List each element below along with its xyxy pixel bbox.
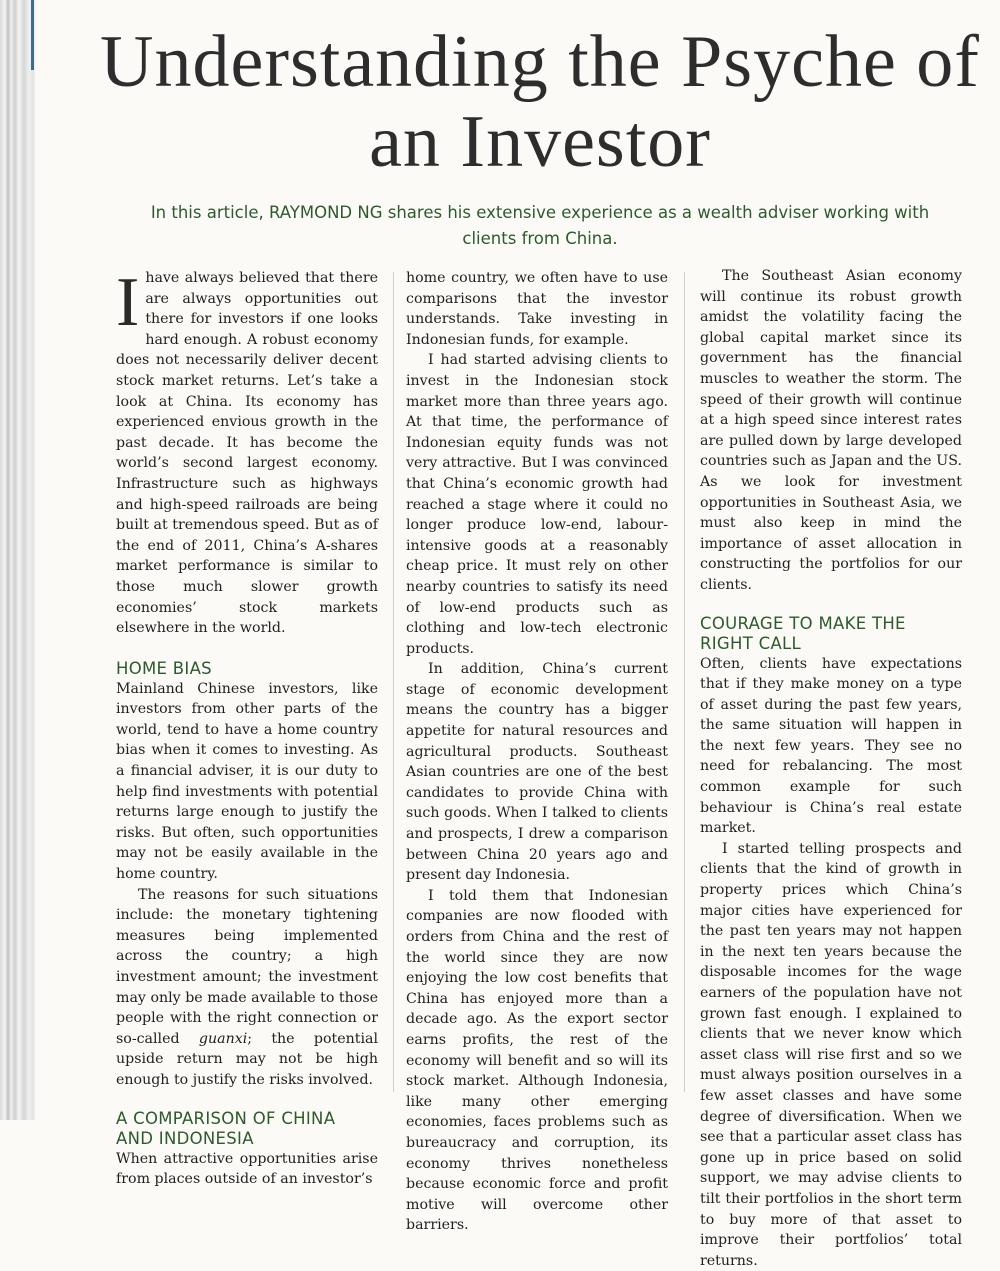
- column-divider: [393, 272, 394, 1092]
- body-paragraph: I had started advising clients to invest in the Indonesian stock market more than three years ago. At that time, the performance of Indonesian equity funds was not very attractive. But I was convinced that China’s economic growth had reached a stage where it could no longer produce low-end, labour-intensive goods at a reasonably cheap price. It must rely on other nearby countries to satisfy its need of low-end products such as clothing and low-tech electronic products.: [406, 352, 668, 657]
- body-paragraph: Mainland Chinese investors, like investors from other parts of the world, tend to have a home country bias when it comes to investing. As a financial adviser, it is our duty to help find investments with potential returns large enough to justify the risks. But often, such opportunities may not be easily available in the home country.: [116, 680, 378, 883]
- intro-text: have always believed that there are always opportunities out there for investors if one looks hard enough. A robust economy does not necessarily deliver decent stock market returns. Let’s take a look at China. Its economy has experienced envious growth in the past decade. It has become the world’s second largest economy. Infrastructure such as highways and high-speed railroads are being built at tremendous speed. But as of the end of 2011, China’s A-shares market performance is similar to those much slower growth economies’ stock markets elsewhere in the world.: [116, 270, 378, 637]
- page-binding-edge: [0, 0, 36, 1120]
- body-text: The reasons for such situations include: the monetary tightening measures being implemented across the country; a high investment amount; the investment may only be made available to those people with the right connection or so-called: [116, 886, 378, 1047]
- article-title: Understanding the Psyche of an Investor: [100, 21, 980, 183]
- binding-color-strip: [31, 0, 34, 70]
- body-paragraph: In addition, China’s current stage of economic development means the country has a bigger appetite for natural resources and agricultural products. Southeast Asian countries are one of the best candidates to provide China with such goods. When I talked to clients and prospects, I drew a comparison between China 20 years ago and present day Indonesia.: [406, 661, 668, 884]
- section-heading-comparison: A COMPARISON OF CHINA AND INDONESIA: [116, 1108, 336, 1148]
- article-column-1: [116, 264, 378, 1190]
- body-paragraph: Often, clients have expectations that if they make money on a type of asset during the past few years, the same situation will happen in the next few years. They see no need for rebalancing. The most common example for such behaviour is China’s real estate market.: [700, 655, 962, 837]
- body-text: ; the potential upside return may not be high enough to justify the risks involved.: [116, 1030, 378, 1088]
- drop-cap: I: [116, 264, 140, 341]
- body-paragraph: When attractive opportunities arise from places outside of an investor’s: [116, 1150, 378, 1188]
- article-column-2: [406, 268, 668, 1236]
- italic-term: guanxi: [198, 1030, 248, 1047]
- section-heading-home-bias: HOME BIAS: [116, 658, 212, 678]
- column-divider: [684, 272, 685, 1092]
- article-column-3: [700, 266, 962, 1271]
- body-paragraph: [116, 885, 378, 1091]
- body-paragraph: home country, we often have to use comparisons that the investor understands. Take investing in Indonesian funds, for example.: [406, 270, 668, 348]
- article-standfirst: In this article, RAYMOND NG shares his extensive experience as a wealth adviser working with clients from China.: [150, 203, 930, 248]
- intro-paragraph: [116, 264, 378, 639]
- body-paragraph: The Southeast Asian economy will continue its robust growth amidst the volatility facing the global capital market since its government has the financial muscles to weather the storm. The speed of their growth will continue at a high speed since interest rates are pulled down by large developed countries such as Japan and the US. As we look for investment opportunities in Southeast Asia, we must also keep in mind the importance of asset allocation in constructing the portfolios for our clients.: [700, 268, 962, 593]
- section-heading-courage: COURAGE TO MAKE THE RIGHT CALL: [700, 613, 906, 653]
- body-paragraph: I started telling prospects and clients that the kind of growth in property prices which China’s major cities have experienced for the past ten years may not happen in the next ten years because the disposable incomes for the wage earners of the population have not grown fast enough. I explained to clients that we never know which asset class will rise first and so we must always position ourselves in a few asset classes and have some degree of diversification. When we see that a particular asset class has gone up in price based on solid support, we may advise clients to tilt their portfolios in the short term to buy more of that asset to improve their portfolios’ total returns.: [700, 840, 962, 1269]
- body-paragraph: I told them that Indonesian companies are now flooded with orders from China and the rest of the world since they are now enjoying the low cost benefits that China has enjoyed more than a decade ago. As the export sector earns profits, the rest of the economy will benefit and so will its stock market. Although Indonesia, like many other emerging economies, faces problems such as bureaucracy and corruption, its economy thrives nonetheless because economic force and profit motive will overcome other barriers.: [406, 887, 668, 1234]
